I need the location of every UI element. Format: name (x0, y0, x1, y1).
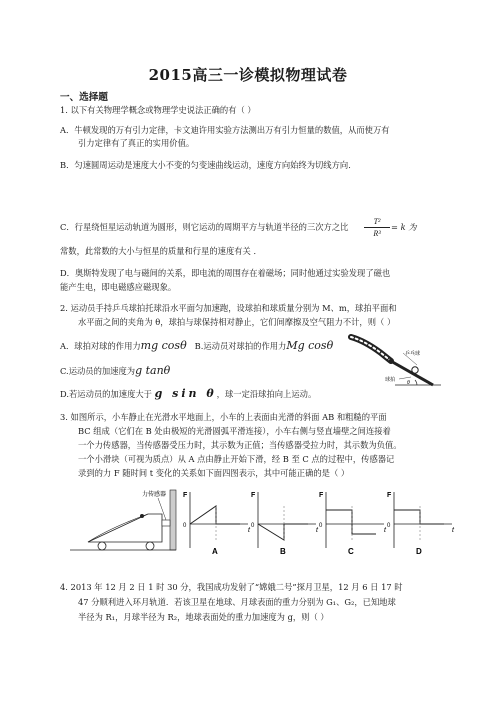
graph-f-label: F (319, 492, 324, 499)
graph-curve (326, 510, 376, 534)
section-heading: 一、选择题 (60, 92, 108, 103)
q1-option-a-line2: 引力定律有了真正的实用价值。 (78, 138, 195, 148)
q1-stem: 1. 以下有关物理学概念或物理学史说法正确的有（ ） (60, 105, 256, 115)
graph-t-label: t (452, 527, 454, 534)
q1-option-b: B．匀速圆周运动是速度大小不变的匀变速曲线运动，速度方向始终为切线方向． (60, 160, 357, 170)
graph-origin-label: 0 (387, 523, 391, 529)
slider-block (140, 514, 144, 518)
sensor-shape (162, 520, 170, 526)
graph-curve (258, 524, 308, 540)
q2-option-d-tail: ，球一定沿球拍向上运动。 (216, 389, 317, 399)
q4-stem-line3: 半径为 R₁，月球半径为 R₂，地球表面处的重力加速度为 g，则（ ） (78, 612, 329, 622)
theta-label: θ (407, 380, 410, 386)
graph-C (319, 492, 387, 556)
q1-fraction (364, 217, 390, 238)
cart-body (88, 514, 162, 542)
q4-stem-line2: 47 分顺利进入环月轨道．若该卫星在地球、月球表面的重力分别为 G₁、G₂，已知地球 (78, 597, 396, 607)
q3-stem-line3: 一个力传感器，当传感器受压力时，其示数为正值；当传感器受拉力时，其示数为负值。 (78, 440, 402, 450)
q2-option-d-math: g sin θ (154, 387, 217, 400)
graph-f-label: F (251, 492, 256, 499)
graph-option-label: A (212, 547, 218, 556)
graph-A (183, 492, 251, 556)
q2-stem-line1: 2. 运动员手持乒乓球拍托球沿水平面匀加速跑，设球拍和球质量分别为 M、m，球拍平面和 (60, 303, 397, 313)
paddle-label: 球拍 (385, 377, 396, 383)
graph-curve (394, 510, 444, 524)
paddle-shape (389, 360, 433, 385)
graph-B (251, 492, 319, 556)
q1-fraction-denominator: R³ (373, 229, 381, 238)
graph-t-label: t (316, 527, 318, 534)
graph-D (387, 492, 455, 556)
sensor-label: 力传感器 (142, 492, 167, 498)
q2-option-a (60, 340, 333, 352)
q1-fraction-equals: = k 为 (391, 222, 417, 232)
graph-origin-label: 0 (319, 523, 323, 529)
q1-option-c-line2: 常数，此常数的大小与恒星的质量和行星的速度有关 ． (60, 246, 262, 256)
q1-option-c-line1: C．行星绕恒星运动轨道为圆形，则它运动的周期平方与轨道半径的三次方之比 (60, 222, 349, 232)
wheel-right (146, 542, 154, 550)
page-title: 2015高三一诊模拟物理试卷 (148, 66, 348, 84)
q1-fraction-numerator: T² (373, 217, 381, 226)
q3-stem-line5: 录到的力 F 随时间 t 变化的关系如下面四图表示，其中可能正确的是（ ） (78, 468, 350, 478)
q2-option-a-math: mg cosθ (140, 339, 187, 352)
q4-stem-line1: 4. 2013 年 12 月 2 日 1 时 30 分，我国成功发射了“嫦娥二号”探月卫星，12 月 6 日 17 时 (60, 582, 403, 592)
q2-option-c-math: g tanθ (135, 364, 171, 377)
graph-t-label: t (248, 527, 250, 534)
cart-figure (70, 486, 180, 556)
ball-shape (412, 367, 418, 373)
q1-option-a-line1: A．牛顿发现的万有引力定律，卡文迪许用实验方法测出万有引力恒量的数值，从而使万有 (60, 125, 390, 135)
graph-origin-label: 0 (183, 523, 187, 529)
graph-option-label: B (280, 547, 286, 556)
force-time-graphs (180, 490, 460, 556)
q3-stem-line4: 一个小滑块（可视为质点）从 A 点由静止开始下滑，经 B 至 C 点的过程中，传感器记 (78, 454, 395, 464)
graph-t-label: t (384, 527, 386, 534)
q2-option-c (60, 365, 170, 377)
q2-option-d-text: D.若运动员的加速度大于 (60, 389, 152, 399)
graph-option-label: C (348, 547, 354, 556)
q2-stem-line2: 水平面之间的夹角为 θ，球拍与球保持相对静止，它们间摩擦及空气阻力不计，则（ ） (78, 317, 396, 327)
wheel-left (98, 542, 106, 550)
q3-stem-line1: 3. 如图所示，小车静止在光滑水平地面上，小车的上表面由光滑的斜面 AB 和粗糙的平面 (60, 412, 387, 422)
graph-f-label: F (183, 492, 188, 499)
q1-option-d-line1: D．奥斯特发现了电与磁间的关系，即电流的周围存在着磁场；同时他通过实验发现了磁也 (60, 268, 391, 278)
graph-origin-label: 0 (251, 523, 255, 529)
graph-f-label: F (387, 492, 392, 499)
angle-arc (415, 380, 417, 385)
ball-label: 乒乓球 (405, 351, 421, 357)
paddle-figure (345, 333, 445, 391)
q1-option-d-line2: 能产生电，即电磁感应磁现象。 (60, 282, 177, 292)
q2-option-a-text: A．球拍对球的作用力 (60, 341, 141, 351)
wall-shape (170, 490, 176, 550)
graph-option-label: D (416, 547, 422, 556)
q2-option-d (60, 388, 316, 400)
q2-option-b-text: B.运动员对球拍的作用力 (194, 341, 287, 351)
q3-stem-line2: BC 组成（它们在 B 处由极短的光滑圆弧平滑连接），小车右侧与竖直墙壁之间连接着 (78, 426, 391, 436)
graph-curve (190, 506, 240, 524)
q2-option-b-math: Mg cosθ (286, 339, 334, 352)
q2-option-c-text: C.运动员的加速度为 (60, 366, 136, 376)
